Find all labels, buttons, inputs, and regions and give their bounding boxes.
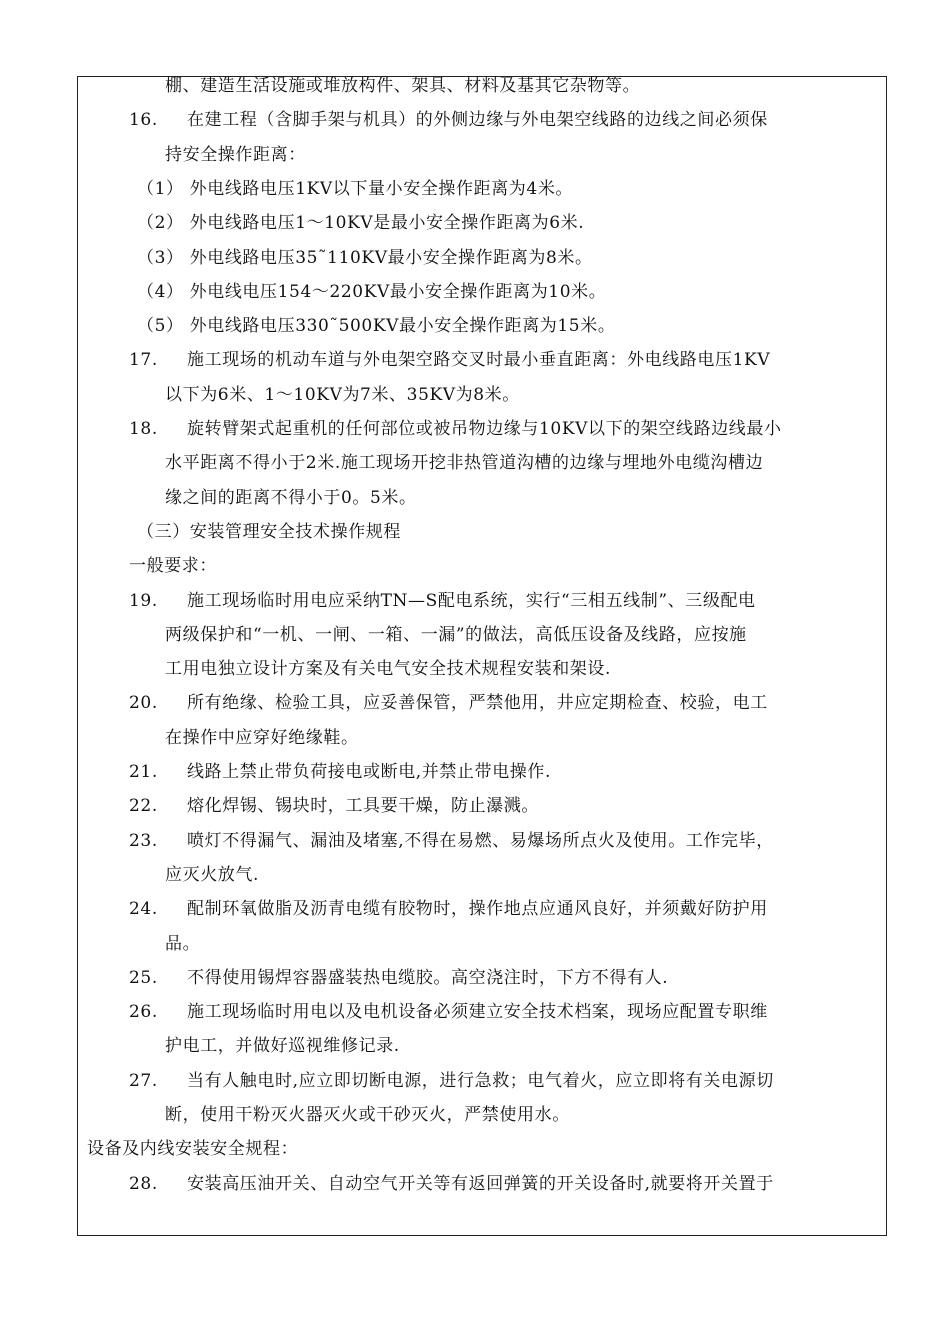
text-line: 持安全操作距离： — [165, 144, 306, 165]
text-line: 施工现场临时用电应采纳TN—S配电系统，实行“三相五线制”、三级配电 — [187, 590, 756, 611]
item-number: 24. — [129, 899, 158, 920]
item-number: 27. — [129, 1070, 158, 1091]
text-line: （三）安装管理安全技术操作规程 — [137, 521, 401, 542]
text-line: 当有人触电时,应立即切断电源，进行急救；电气着火，应立即将有关电源切 — [187, 1070, 774, 1091]
text-line: 施工现场临时用电以及电机设备必须建立安全技术档案，现场应配置专职维 — [187, 1002, 768, 1023]
text-line: 线路上禁止带负荷接电或断电,并禁止带电操作. — [187, 762, 552, 782]
text-line: 在建工程（含脚手架与机具）的外侧边缘与外电架空线路的边线之间必须保 — [187, 110, 768, 131]
item-number: 17. — [129, 350, 158, 371]
text-line: 断，使用干粉灭火器灭火或干砂灭火，严禁使用水。 — [165, 1105, 570, 1125]
item-number: 20. — [129, 693, 158, 714]
item-number: 26. — [129, 1002, 158, 1023]
item-number: 22. — [129, 796, 158, 817]
text-line: 设备及内线安装安全规程： — [87, 1139, 299, 1160]
text-line: 熔化焊锡、锡块时，工具要干燥，防止瀑溅。 — [187, 796, 539, 817]
item-number: 21. — [129, 762, 158, 782]
text-line: 在操作中应穿好绝缘鞋。 — [165, 727, 359, 748]
item-number: 23. — [129, 830, 158, 851]
text-line: 旋转臂架式起重机的任何部位或被吊物边缘与10KV以下的架空线路边线最小 — [187, 419, 782, 439]
text-line: 以下为6米、1～10KV为7米、35KV为8米。 — [165, 384, 520, 405]
text-line: （2） 外电线路电压1～10KV是最小安全操作距离为6米. — [137, 213, 585, 234]
text-line: 品。 — [165, 933, 201, 954]
item-number: 19. — [129, 590, 158, 611]
text-line: 喷灯不得漏气、漏油及堵塞,不得在易燃、易爆场所点火及使用。工作完毕， — [187, 830, 774, 851]
text-line: 缘之间的距离不得小于0。5米。 — [165, 487, 417, 508]
text-line: 一般要求： — [129, 556, 217, 577]
text-line: 棚、建造生活设施或堆放构件、架具、材料及基其它杂物等。 — [165, 76, 641, 96]
text-line: （5） 外电线路电压330˜500KV最小安全操作距离为15米。 — [137, 316, 616, 337]
item-number: 28. — [129, 1173, 158, 1194]
text-line: 护电工，并做好巡视维修记录. — [165, 1036, 400, 1057]
text-line: 安装高压油开关、自动空气开关等有返回弹簧的开关设备时,就要将开关置于 — [187, 1173, 774, 1194]
text-line: 所有绝缘、检验工具，应妥善保管，严禁他用，井应定期检查、校验，电工 — [187, 693, 768, 714]
text-line: 不得使用锡焊容器盛装热电缆胶。高空浇注时，下方不得有人. — [187, 967, 669, 988]
text-line: 水平距离不得小于2米.施工现场开挖非热管道沟槽的边缘与埋地外电缆沟槽边 — [165, 453, 764, 474]
text-line: 配制环氧做脂及沥青电缆有胶物时，操作地点应通风良好，并须戴好防护用 — [187, 899, 768, 920]
text-line: 应灭火放气. — [165, 864, 260, 885]
text-line: 施工现场的机动车道与外电架空路交叉时最小垂直距离：外电线路电压1KV — [187, 350, 771, 371]
item-number: 18. — [129, 419, 158, 439]
text-line: （1） 外电线路电压1KV以下量小安全操作距离为4米。 — [137, 178, 574, 199]
text-line: 两级保护和“一机、一闸、一箱、一漏”的做法，高低压设备及线路，应按施 — [165, 624, 747, 645]
item-number: 25. — [129, 967, 158, 988]
text-line: （3） 外电线路电压35˜110KV最小安全操作距离为8米。 — [137, 247, 593, 268]
item-number: 16. — [129, 110, 158, 131]
text-line: （4） 外电线电压154～220KV最小安全操作距离为10米。 — [137, 281, 607, 302]
text-line: 工用电独立设计方案及有关电气安全技术规程安装和架设. — [165, 659, 612, 680]
